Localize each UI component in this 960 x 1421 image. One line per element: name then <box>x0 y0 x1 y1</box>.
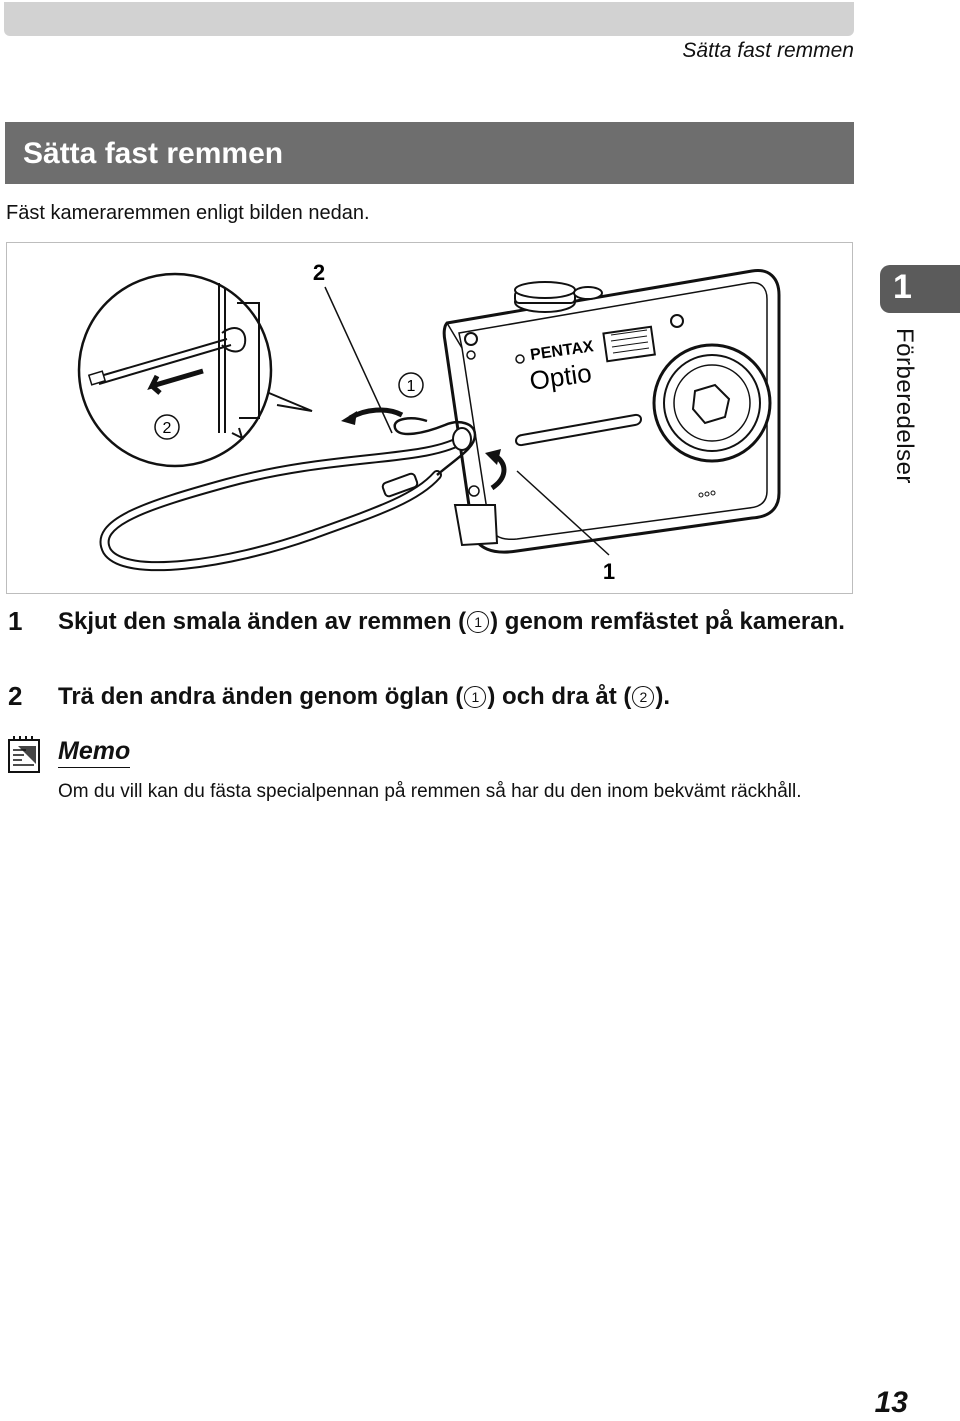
section-title: Sätta fast remmen <box>23 137 284 170</box>
circled-number: 1 <box>467 611 489 633</box>
camera-body <box>444 270 779 552</box>
page-number: 13 <box>874 1386 908 1419</box>
camera-brand: PENTAX <box>529 338 595 364</box>
circled-number: 1 <box>464 686 486 708</box>
step-text: Trä den andra änden genom öglan ( 1 ) och dra åt ( 2 ). <box>58 683 671 710</box>
figure-label-top: 2 <box>312 260 326 285</box>
zoom-detail <box>79 274 312 466</box>
strap-figure <box>6 242 853 594</box>
memo-title: Memo <box>58 737 130 768</box>
memo-icon <box>8 736 42 774</box>
circled-number: 2 <box>632 686 654 708</box>
step-text: Skjut den smala änden av remmen ( 1 ) genom remfästet på kameran. <box>58 608 845 635</box>
zoom-label-2: 2 <box>162 420 172 437</box>
camera-model: Optio <box>527 357 594 396</box>
step-number: 1 <box>8 606 23 636</box>
figure-label-bottom: 1 <box>602 559 616 584</box>
chapter-label: Förberedelser <box>891 328 918 484</box>
memo-text: Om du vill kan du fästa specialpennan på remmen så har du den inom bekvämt räckhåll. <box>58 781 802 802</box>
figure-label-circled-1: 1 <box>406 378 416 395</box>
camera-strap-illustration <box>7 243 854 595</box>
running-header-title: Sätta fast remmen <box>682 39 854 62</box>
chapter-number: 1 <box>893 268 912 306</box>
header-bar <box>4 2 854 36</box>
intro-text: Fäst kameraremmen enligt bilden nedan. <box>6 202 370 224</box>
step-number: 2 <box>8 681 23 711</box>
